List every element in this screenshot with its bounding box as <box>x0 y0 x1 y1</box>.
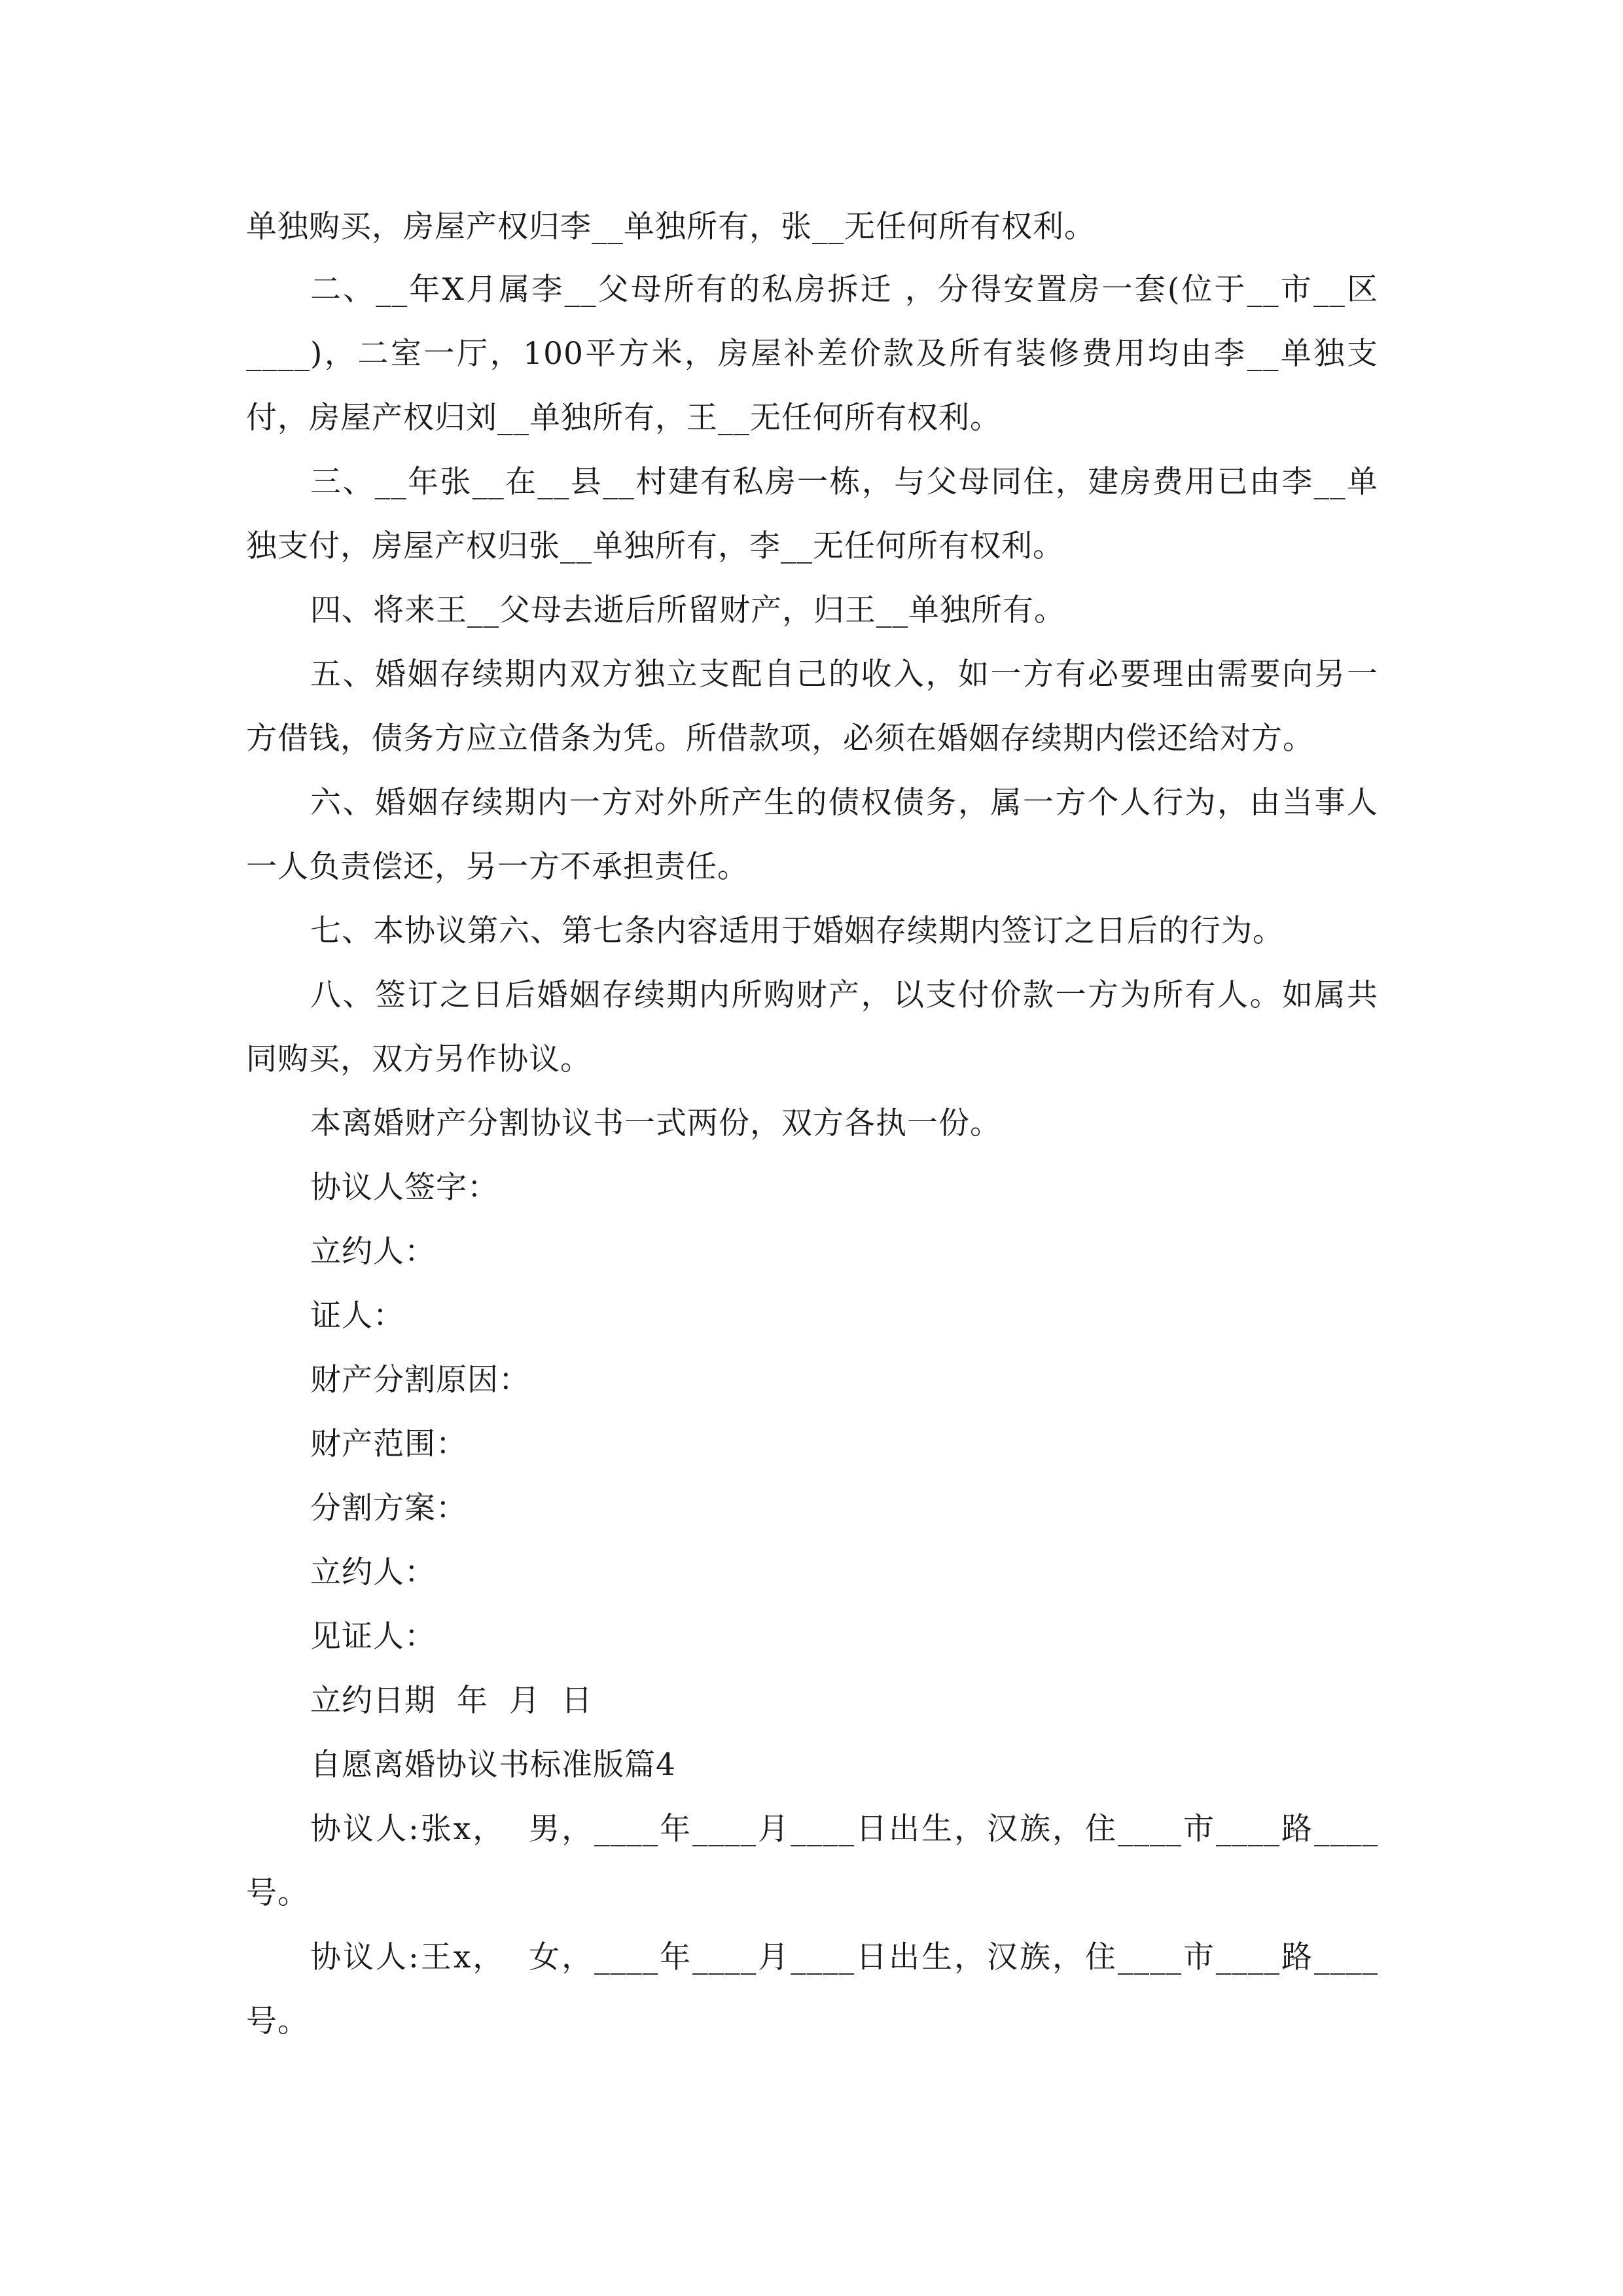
text-line: 协议人:王x， 女，____年____月____日出生，汉族，住____市____路____ <box>310 1939 1378 1975</box>
text-line: 见证人： <box>310 1619 436 1655</box>
text-line: 一人负责偿还，另一方不承担责任。 <box>246 849 749 885</box>
text-line: 八、签订之日后婚姻存续期内所购财产，以支付价款一方为所有人。如属共 <box>310 977 1378 1013</box>
text-line: 立约日期 年 月 日 <box>310 1683 593 1719</box>
text-line: 号。 <box>246 2003 309 2039</box>
text-line: 独支付，房屋产权归张__单独所有，李__无任何所有权利。 <box>246 528 1064 564</box>
text-line: 二、__年X月属李__父母所有的私房拆迁 ，分得安置房一套(位于__市__区 <box>310 272 1378 308</box>
text-line: 七、本协议第六、第七条内容适用于婚姻存续期内签订之日后的行为。 <box>310 913 1284 949</box>
text-line: 证人： <box>310 1298 404 1334</box>
section-title: 自愿离婚协议书标准版篇4 <box>310 1747 676 1783</box>
text-line: 六、婚姻存续期内一方对外所产生的债权债务，属一方个人行为，由当事人 <box>310 785 1378 821</box>
text-line: 付，房屋产权归刘__单独所有，王__无任何所有权利。 <box>246 400 1001 436</box>
text-line: 本离婚财产分割协议书一式两份，双方各执一份。 <box>310 1105 1001 1141</box>
text-line: 号。 <box>246 1875 309 1911</box>
text-line: 方借钱，债务方应立借条为凭。所借款项，必须在婚姻存续期内偿还给对方。 <box>246 721 1314 757</box>
text-line: 协议人:张x， 男，____年____月____日出生，汉族，住____市____路____ <box>310 1811 1378 1847</box>
text-line: 三、__年张__在__县__村建有私房一栋，与父母同住，建房费用已由李__单 <box>310 464 1378 500</box>
text-line: 五、婚姻存续期内双方独立支配自己的收入，如一方有必要理由需要向另一 <box>310 656 1378 692</box>
text-line: 财产范围： <box>310 1426 467 1462</box>
text-line: 协议人签字： <box>310 1170 499 1206</box>
text-line: 立约人： <box>310 1234 436 1270</box>
text-line: 财产分割原因： <box>310 1362 530 1398</box>
text-line: 同购买，双方另作协议。 <box>246 1041 592 1077</box>
text-line: 立约人： <box>310 1554 436 1590</box>
text-line: 单独购买，房屋产权归李__单独所有，张__无任何所有权利。 <box>246 209 1096 245</box>
text-line: 分割方案： <box>310 1490 467 1526</box>
text-line: ____)，二室一厅，100平方米，房屋补差价款及所有装修费用均由李__单独支 <box>246 336 1378 372</box>
text-line: 四、将来王__父母去逝后所留财产，归王__单独所有。 <box>310 592 1065 628</box>
